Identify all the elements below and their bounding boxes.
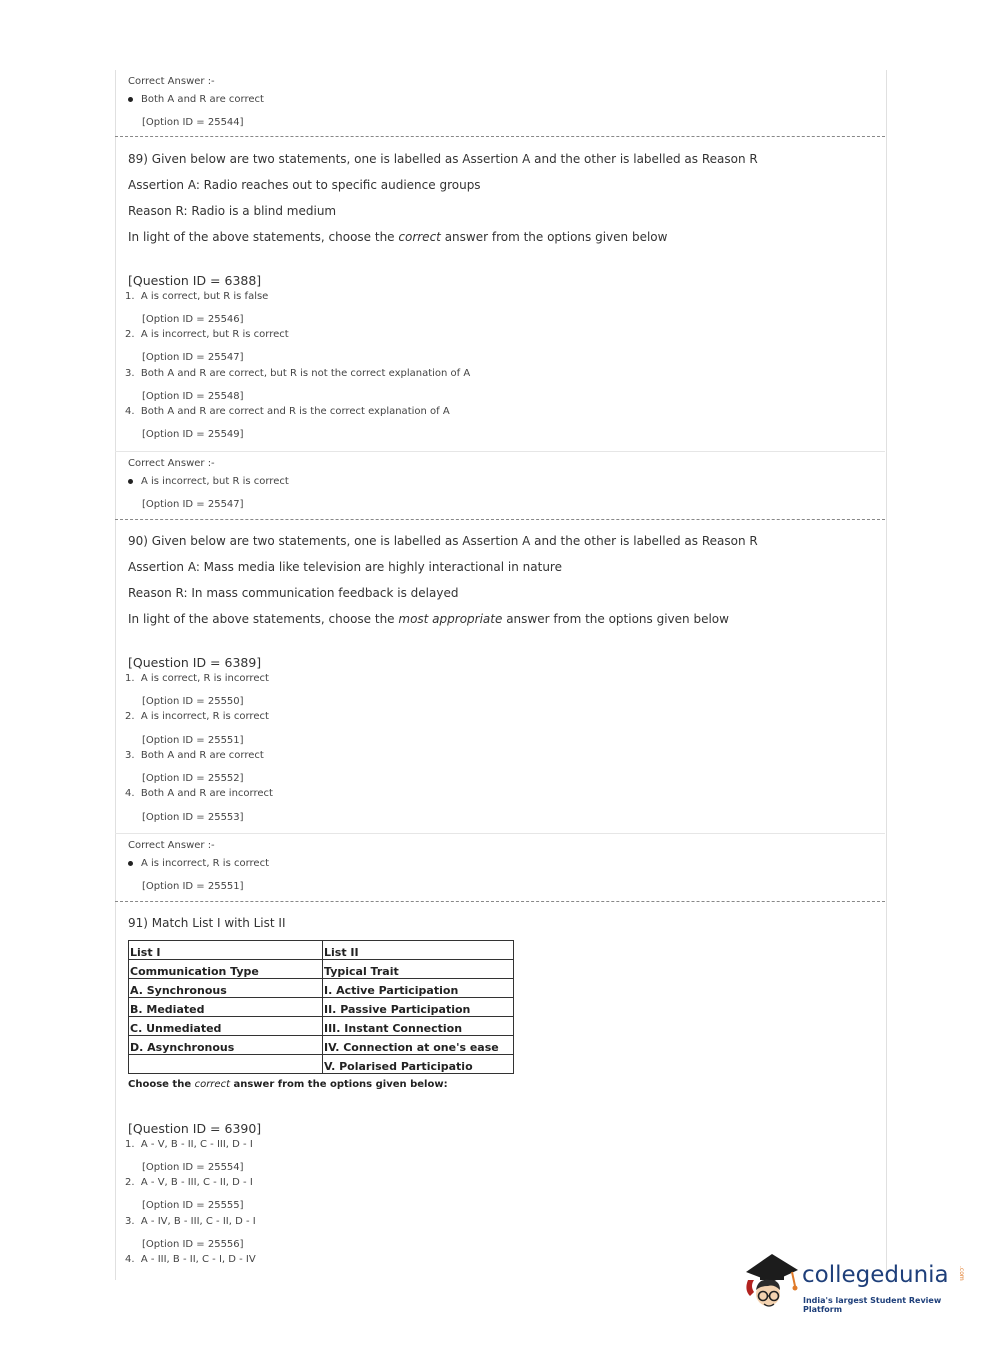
correct-answer-label: Correct Answer :- — [128, 840, 215, 851]
table-row — [129, 979, 514, 998]
table-cell: A. Synchronous — [129, 979, 323, 998]
table-cell: D. Asynchronous — [129, 1036, 323, 1055]
divider — [115, 519, 885, 520]
table-cell: III. Instant Connection — [323, 1017, 514, 1036]
option-item: 3. Both A and R are correct — [125, 750, 264, 761]
table-cell — [129, 1055, 323, 1074]
table-cell: B. Mediated — [129, 998, 323, 1017]
bullet-icon — [128, 97, 133, 102]
option-id: [Option ID = 25551] — [142, 881, 244, 892]
table-row — [129, 1017, 514, 1036]
option-id: [Option ID = 25553] — [142, 812, 244, 823]
option-item: 1. A is correct, R is incorrect — [125, 673, 269, 684]
correct-answer: A is incorrect, but R is correct — [128, 476, 289, 487]
question-title: 91) Match List I with List II — [128, 916, 286, 930]
option-item: 4. A - III, B - II, C - I, D - IV — [125, 1254, 256, 1265]
option-item: 4. Both A and R are correct and R is the correct explanation of A — [125, 406, 450, 417]
option-item: 4. Both A and R are incorrect — [125, 788, 273, 799]
option-item: 1. A - V, B - II, C - III, D - I — [125, 1139, 253, 1150]
divider — [115, 901, 885, 902]
table-row — [129, 998, 514, 1017]
logo-suffix: .com — [958, 1266, 965, 1281]
option-id: [Option ID = 25554] — [142, 1162, 244, 1173]
reason: Reason R: In mass communication feedback is delayed — [128, 586, 459, 600]
assertion: Assertion A: Radio reaches out to specific audience groups — [128, 178, 481, 192]
instruction: In light of the above statements, choose the correct answer from the options given below — [128, 230, 668, 244]
match-table — [128, 940, 514, 1074]
question-id: [Question ID = 6389] — [128, 655, 262, 670]
option-id: [Option ID = 25550] — [142, 696, 244, 707]
divider — [115, 451, 885, 452]
question-title: 90) Given below are two statements, one is labelled as Assertion A and the other is labelled as Reason R — [128, 534, 758, 548]
table-row — [129, 1055, 514, 1074]
option-id: [Option ID = 25555] — [142, 1200, 244, 1211]
bullet-icon — [128, 479, 133, 484]
correct-answer: A is incorrect, R is correct — [128, 858, 269, 869]
table-row — [129, 941, 514, 960]
divider — [115, 833, 885, 834]
question-title: 89) Given below are two statements, one is labelled as Assertion A and the other is labelled as Reason R — [128, 152, 758, 166]
table-row — [129, 1036, 514, 1055]
option-id: [Option ID = 25556] — [142, 1239, 244, 1250]
table-cell: II. Passive Participation — [323, 998, 514, 1017]
table-cell: List I — [129, 941, 323, 960]
table-cell: Communication Type — [129, 960, 323, 979]
table-cell: List II — [323, 941, 514, 960]
question-id: [Question ID = 6388] — [128, 273, 262, 288]
table-cell: Typical Trait — [323, 960, 514, 979]
instruction: Choose the correct answer from the options given below: — [128, 1079, 448, 1090]
option-id: [Option ID = 25551] — [142, 735, 244, 746]
logo-tagline: India's largest Student Review Platform — [803, 1296, 942, 1314]
correct-answer: Both A and R are correct — [128, 94, 264, 105]
divider — [115, 136, 885, 137]
option-id: [Option ID = 25544] — [142, 117, 244, 128]
question-id: [Question ID = 6390] — [128, 1121, 262, 1136]
table-cell: I. Active Participation — [323, 979, 514, 998]
reason: Reason R: Radio is a blind medium — [128, 204, 337, 218]
bullet-icon — [128, 861, 133, 866]
option-id: [Option ID = 25549] — [142, 429, 244, 440]
option-id: [Option ID = 25548] — [142, 391, 244, 402]
option-item: 3. A - IV, B - III, C - II, D - I — [125, 1216, 256, 1227]
option-id: [Option ID = 25546] — [142, 314, 244, 325]
correct-answer-label: Correct Answer :- — [128, 458, 215, 469]
option-id: [Option ID = 25547] — [142, 499, 244, 510]
option-item: 1. A is correct, but R is false — [125, 291, 269, 302]
option-item: 2. A is incorrect, R is correct — [125, 711, 269, 722]
option-item: 3. Both A and R are correct, but R is not the correct explanation of A — [125, 368, 471, 379]
mascot-icon — [740, 1250, 802, 1320]
option-id: [Option ID = 25552] — [142, 773, 244, 784]
option-item: 2. A is incorrect, but R is correct — [125, 329, 289, 340]
table-row — [129, 960, 514, 979]
correct-answer-label: Correct Answer :- — [128, 76, 215, 87]
table-cell: IV. Connection at one's ease — [323, 1036, 514, 1055]
instruction: In light of the above statements, choose the most appropriate answer from the options given below — [128, 612, 729, 626]
table-cell: V. Polarised Participatio — [323, 1055, 514, 1074]
option-id: [Option ID = 25547] — [142, 352, 244, 363]
logo-wordmark: collegedunia — [802, 1262, 949, 1288]
option-item: 2. A - V, B - III, C - II, D - I — [125, 1177, 253, 1188]
table-cell: C. Unmediated — [129, 1017, 323, 1036]
collegedunia-logo[interactable] — [740, 1250, 980, 1320]
assertion: Assertion A: Mass media like television are highly interactional in nature — [128, 560, 562, 574]
